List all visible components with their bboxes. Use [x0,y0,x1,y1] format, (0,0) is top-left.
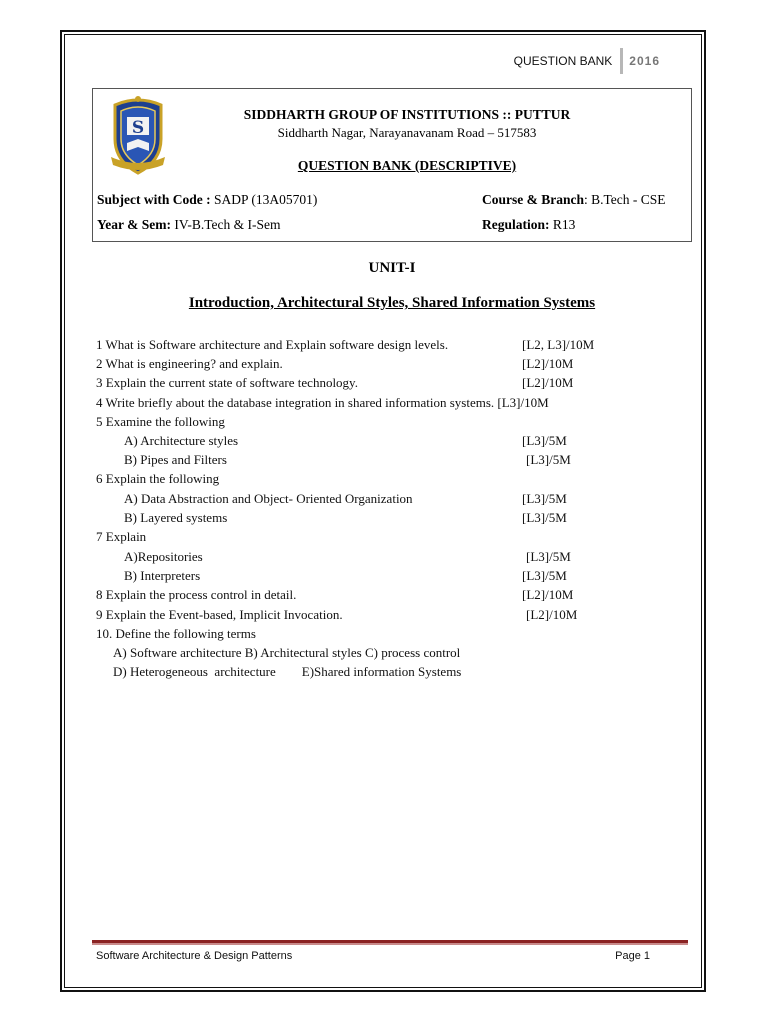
question-text: A)Repositories [124,549,203,564]
question-marks: [L3]/5M [522,510,567,525]
question-text: 8 Explain the process control in detail. [96,587,297,602]
question-marks: [L2]/10M [522,356,574,371]
course-value: : B.Tech - CSE [584,192,666,207]
question-text: D) Heterogeneous architecture E)Shared information Systems [113,664,462,679]
course-label: Course & Branch [482,192,584,207]
question-text: 7 Explain [96,529,147,544]
question-marks: [L3]/5M [526,452,571,467]
document-title: QUESTION BANK (DESCRIPTIVE) [297,158,517,173]
question-text: B) Layered systems [124,510,228,525]
question-text: 3 Explain the current state of software technology. [96,375,358,390]
question-marks: [L2]/10M [526,607,578,622]
question-text: 1 What is Software architecture and Explain software design levels. [96,337,449,352]
unit-subtitle: Introduction, Architectural Styles, Shared Information Systems [188,295,596,311]
footer-course-title: Software Architecture & Design Patterns [96,950,293,962]
question-text: 9 Explain the Event-based, Implicit Invocation. [96,607,343,622]
question-text: A) Architecture styles [124,433,239,448]
year-value: IV-B.Tech & I-Sem [174,217,281,232]
question-marks: [L3]/5M [526,549,571,564]
institution-address: Siddharth Nagar, Narayanavanam Road – 517583 [277,125,537,140]
question-text: B) Interpreters [124,568,201,583]
question-text: 6 Explain the following [96,471,220,486]
footer-page-number: Page 1 [615,950,650,962]
question-text: 4 Write briefly about the database integration in shared information systems. [L3]/10M [96,395,549,410]
subject-label: Subject with Code : [97,192,211,207]
regulation-label: Regulation: [482,217,550,232]
question-text: B) Pipes and Filters [124,452,227,467]
question-marks: [L2]/10M [522,375,574,390]
question-marks: [L3]/5M [522,491,567,506]
question-text: A) Software architecture B) Architectural styles C) process control [113,645,461,660]
header-label: QUESTION BANK [513,54,613,68]
question-text: 2 What is engineering? and explain. [96,356,283,371]
question-text: 10. Define the following terms [96,626,256,641]
year-label: Year & Sem: [97,217,171,232]
header-year: 2016 [629,54,660,68]
question-marks: [L3]/5M [522,433,567,448]
subject-value: SADP (13A05701) [214,192,318,207]
svg-text:S: S [131,118,145,138]
regulation-value: R13 [552,217,576,232]
footer-rule [92,940,688,943]
question-marks: [L2]/10M [522,587,574,602]
question-text: A) Data Abstraction and Object- Oriented Organization [124,491,413,506]
unit-title: UNIT-I [368,260,416,276]
institution-name: SIDDHARTH GROUP OF INSTITUTIONS :: PUTTUR [243,107,571,122]
question-text: 5 Examine the following [96,414,225,429]
question-marks: [L2, L3]/10M [522,337,595,352]
question-marks: [L3]/5M [522,568,567,583]
